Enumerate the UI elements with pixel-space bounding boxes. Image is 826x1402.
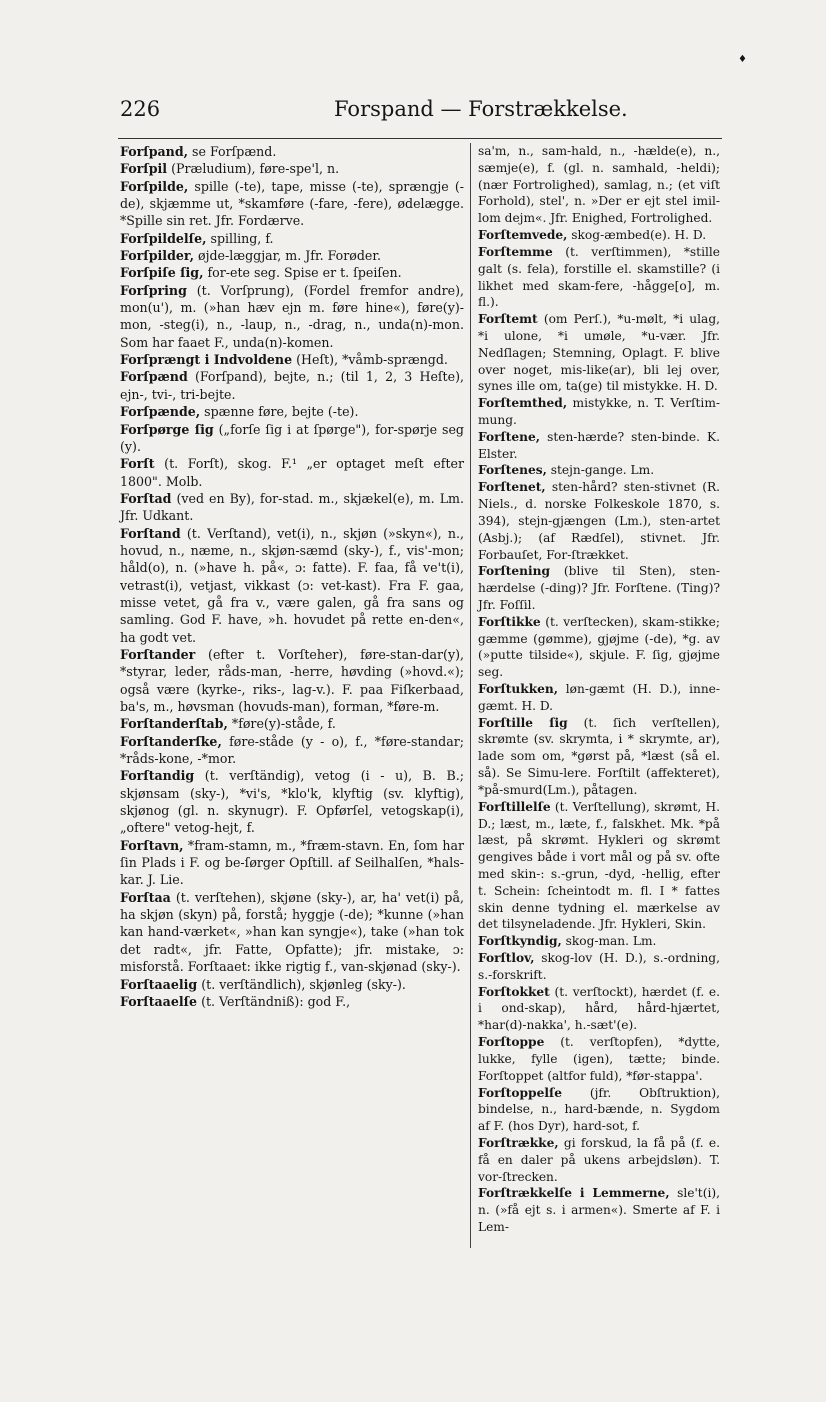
entry-definition: øjde-læggjar, m. Jfr. Forøder. <box>194 248 381 264</box>
entry-headword: Forſpilder, <box>120 248 194 264</box>
dictionary-entry <box>120 143 464 160</box>
entry-headword: Forſpænde, <box>120 404 201 420</box>
dictionary-entry <box>478 311 720 395</box>
entry-definition: (Præludium), føre-spe'l, n. <box>167 161 340 177</box>
dictionary-entry <box>478 244 720 311</box>
entry-definition: løn-gæmt (H. D.), inne-gæmt. H. D. <box>478 682 720 713</box>
entry-definition: gi forskud, la få på (f. e. få en daler på ukens arbejdsløn). T. vor-ſtrecken. <box>478 1135 720 1184</box>
entry-headword: Forſtoppe <box>478 1035 545 1050</box>
entry-headword: Forſtening <box>478 564 551 579</box>
entry-definition: *føre(y)-ståde, f. <box>227 716 336 732</box>
entry-headword: Forſpænd <box>120 369 188 385</box>
entry-headword: Forſtenes, <box>478 463 547 478</box>
right-column <box>478 143 720 1236</box>
entry-definition: spænne føre, bejte (-te). <box>200 404 359 420</box>
entry-definition: spille (-te), tape, misse (-te), sprængje (-de), skjæmme ut, *skamføre (-fare, -fere), ødelægge. *Spille sin ret. Jfr. Fordærve. <box>120 178 464 229</box>
entry-headword: Forſtaaelig <box>120 976 198 992</box>
left-column <box>120 143 464 1010</box>
dictionary-entry <box>478 1085 720 1135</box>
entry-definition: (efter t. Vorſteher), føre-stan-dar(y), *styrar, leder, råds-man, -herre, høvding (»hovd.«); også være (kyrke-, riks-, lag-v.). F. paa Fiſkerbaad, ba's, m., høvsman (hovuds-man), forman, *føre-m. <box>120 646 464 714</box>
dictionary-entry <box>120 767 464 836</box>
dictionary-entry <box>478 1135 720 1185</box>
entry-headword: Forſprængt i Indvoldene <box>120 352 293 368</box>
entry-headword: Forſtkyndig, <box>478 934 562 949</box>
entry-headword: Forſtukken, <box>478 682 559 696</box>
dictionary-entry <box>478 563 720 613</box>
entry-definition: (t. Verſtand), vet(i), n., skjøn (»skyn«), n., hovud, n., næme, n., skjøn-sæmd (sky-), f., vis'-mon; håld(o), n. (»have h. på«, ɔ: fatte). F. faa, få ve't(i), vetrast(i), vetjast, vikkast (ɔ: vet-kast). Fra F. gaa, misse vetet, gå fra v., være galen, gå fra sans og samling. God F. have, »h. hovudet på rette en-den«, ha godt vet. <box>120 525 464 645</box>
entry-headword: Forſtandig <box>120 768 195 784</box>
entry-headword: Forſtemvede, <box>478 228 568 243</box>
entry-definition: stejn-gange. Lm. <box>546 463 655 478</box>
entry-headword: Forſtander <box>120 646 196 662</box>
dictionary-entry <box>478 227 720 244</box>
dictionary-entry <box>120 490 464 525</box>
corner-mark: ♦ <box>738 54 747 65</box>
entry-headword: Forſtoppelſe <box>478 1085 562 1100</box>
entry-definition: spilling, f. <box>206 230 274 246</box>
entry-headword: Forſpand, <box>120 144 189 159</box>
dictionary-entry <box>120 160 464 177</box>
dictionary-entry <box>478 479 720 563</box>
page-title: Forspand — Forstrækkelse. <box>334 97 628 121</box>
entry-definition: (jfr. Obſtruktion), bindelse, n., hard-bænde, n. Sygdom af F. (hos Dyr), hard-sot, f. <box>478 1085 720 1134</box>
entry-definition: sten-hærde? sten-binde. K. Elster. <box>478 429 720 461</box>
dictionary-entry <box>478 984 720 1034</box>
entry-headword: Forſpildelſe, <box>120 230 207 246</box>
dictionary-entry <box>120 525 464 646</box>
entry-definition: (blive til Sten), sten-hærdelse (-ding)? Jfr. Forſtene. (Ting)? Jfr. Foſſil. <box>478 564 720 612</box>
dictionary-entry <box>478 950 720 984</box>
entry-headword: Forſpring <box>120 282 187 298</box>
dictionary-entry <box>120 733 464 768</box>
entry-definition: (t. verſtimmen), *stille galt (s. fela), forstille el. skamstille? (i likhet med skam-fere, -hågge[o], m. fl.). <box>478 244 720 310</box>
dictionary-entry <box>478 462 720 479</box>
dictionary-entry <box>120 455 464 490</box>
entry-definition: (t. verſtecken), skam-stikke; gæmme (gømme), gjøjme (-de), *g. av (»putte tilside«), skjule. F. ſig, gjøjme seg. <box>478 614 720 680</box>
column-divider <box>470 143 471 1248</box>
dictionary-entry <box>120 646 464 715</box>
entry-headword: Forſtokket <box>478 984 550 999</box>
dictionary-entry <box>478 143 720 227</box>
entry-definition: (t. Forſt), skog. F.¹ „er optaget meſt efter 1800". Molb. <box>120 456 464 489</box>
dictionary-entry <box>120 230 464 247</box>
entry-definition: (Heſt), *våmb-sprængd. <box>292 352 448 368</box>
page-number: 226 <box>120 97 161 121</box>
entry-headword: Forſtad <box>120 490 172 506</box>
entry-headword: Forſpilde, <box>120 178 189 194</box>
entry-definition: se Forſpænd. <box>188 144 277 159</box>
entry-headword: Forſtikke <box>478 614 541 629</box>
header-rule <box>118 138 722 139</box>
entry-definition: skog-lov (H. D.), s.-ordning, s.-forskrift. <box>478 951 720 982</box>
entry-headword: Forſtaaelſe <box>120 993 198 1009</box>
entry-definition: (om Perſ.), *u-mølt, *i ulag, *i ulone, *i umøle, *u-vær. Jfr. Nedſlagen; Stemning, Oplagt. F. blive over noget, mis-like(ar), bli lej over, synes ille om, ta(ge) til mistykke. H. D. <box>478 312 720 394</box>
entry-definition: mistykke, n. T. Verſtim-mung. <box>478 396 720 427</box>
dictionary-entry <box>478 933 720 950</box>
entry-definition: (Forſpand), bejte, n.; (til 1, 2, 3 Heſte), ejn-, tvi-, tri-bejte. <box>120 369 464 402</box>
entry-headword: Forſtillelſe <box>478 799 551 814</box>
dictionary-entry <box>120 715 464 732</box>
entry-definition: (t. verſtändlich), skjønleg (sky-). <box>197 976 406 992</box>
entry-definition: *fram-stamn, m., *fræm-stavn. En, ſom har ſin Plads i F. og be-ſørger Opſtill. af Seilhalſen, *hals-kar. J. Lie. <box>120 837 464 888</box>
entry-headword: Forſpørge ſig <box>120 421 214 437</box>
dictionary-entry <box>120 264 464 281</box>
entry-headword: Forſtemt <box>478 312 538 327</box>
entry-definition: sle't(i), n. (»få ejt s. i armen«). Smerte af F. i Lem- <box>478 1186 720 1234</box>
dictionary-entry <box>120 837 464 889</box>
dictionary-entry <box>120 976 464 993</box>
entry-definition: (t. verſtopfen), *dytte, lukke, fylle (igen), tætte; binde. Forſtoppet (altfor fuld), *før-stappa'. <box>478 1035 720 1083</box>
entry-definition: skog-man. Lm. <box>561 934 657 949</box>
dictionary-entry <box>478 395 720 429</box>
entry-headword: Forſtlov, <box>478 951 535 965</box>
entry-headword: Forſtille ſig <box>478 715 568 730</box>
page-header <box>120 97 720 127</box>
entry-headword: Forſtene, <box>478 429 541 444</box>
dictionary-entry <box>120 993 464 1010</box>
entry-headword: Forſtrække, <box>478 1135 559 1150</box>
dictionary-entry <box>478 1185 720 1235</box>
dictionary-entry <box>478 681 720 715</box>
entry-definition: (t. Verſtändniß): god F., <box>197 993 351 1009</box>
dictionary-entry <box>478 799 720 934</box>
entry-definition: føre-ståde (y - o), f., *føre-standar; *råds-kone, -*mor. <box>120 733 464 767</box>
entry-headword: Forſpil <box>120 161 168 177</box>
entry-definition: skog-æmbed(e). H. D. <box>567 228 707 243</box>
entry-headword: Forſtenet, <box>478 480 546 495</box>
entry-definition: (t. verſtändig), vetog (i - u), B. B.; skjønsam (sky-), *vi's, *klo'k, klyftig (sv. klyftig), skjønog (gl. n. skynugr). F. Opførſel, vetogskap(i), „oftere" vetog-hejt, f. <box>120 768 464 836</box>
entry-definition: for-ete seg. Spise er t. ſpeiſen. <box>203 265 402 281</box>
dictionary-entry <box>478 715 720 799</box>
dictionary-entry <box>120 178 464 230</box>
dictionary-entry <box>120 403 464 420</box>
entry-headword: Forſtavn, <box>120 837 184 853</box>
entry-headword: Forſtemthed, <box>478 396 568 411</box>
entry-headword: Forſtemme <box>478 244 553 259</box>
dictionary-entry <box>478 1034 720 1084</box>
dictionary-entry <box>120 247 464 264</box>
entry-definition: sa'm, n., sam-hald, n., -hælde(e), n., sæmje(e), f. (gl. n. samhald, -heldi); (nær Fortrolighed), samlag, n.; (et viſt Forhold), stel', n. »Der er ejt stel imil-lom dejm«. Jfr. Enighed, Fortrolighed. <box>478 144 720 226</box>
entry-headword: Forſtand <box>120 525 181 541</box>
entry-definition: sten-hård? sten-stivnet (R. Niels., d. norske Folkeskole 1870, s. 394), stejn-gjængen (Lm.), sten-artet (Asbj.); (af Rædſel), stivnet. Jfr. Forbauſet, For-ſtrækket. <box>478 480 720 562</box>
entry-headword: Forſtaa <box>120 889 171 905</box>
entry-headword: Forſt <box>120 456 155 472</box>
entry-definition: (t. Vorſprung), (Fordel fremfor andre), mon(u'), m. (»han hæv ejn m. føre hine«), føre(y)-mon, -steg(i), n., -laup, n., -drag, n., unda(n)-mon. Som har faaet F., unda(n)-komen. <box>120 282 464 350</box>
entry-definition: (t. Verſtellung), skrømt, H. D.; læst, m., læte, f., falskhet. Mk. *på læst, på skrømt. Hykleri og skrømt gengives både i vort mål og på sv. ofte med skin-: s.-grun, -dyd, -hellig, efter t. Schein: ſcheintodt m. fl. I * fattes skin denne tydning el. mærkelse av det tilsyneladende. Jfr. Hykleri, Skin. <box>478 799 720 932</box>
entry-headword: Forſpiſe ſig, <box>120 265 204 281</box>
dictionary-entry <box>120 368 464 403</box>
dictionary-entry <box>478 429 720 463</box>
entry-headword: Forſtanderſtab, <box>120 716 228 732</box>
dictionary-entry <box>120 889 464 976</box>
entry-headword: Forſtrækkelſe i Lemmerne, <box>478 1186 670 1201</box>
dictionary-entry <box>478 614 720 681</box>
dictionary-entry <box>120 351 464 368</box>
entry-definition: (t. verſtockt), hærdet (f. e. i ond-skap), hård, hård-hjærtet, *har(d)-nakka', h.-sæt'(e). <box>478 984 720 1033</box>
entry-definition: (ved en By), for-stad. m., skjækel(e), m. Lm. Jfr. Udkant. <box>120 490 464 524</box>
dictionary-entry <box>120 421 464 456</box>
entry-definition: (t. ſich verſtellen), skrømte (sv. skrymta, i * skrymte, ar), lade som om, *gørst på, *læst (så el. så). Se Simu-lere. Forſtilt (affekteret), *på-smurd(Lm.), påtagen. <box>478 715 720 797</box>
entry-definition: („forſe ſig i at ſpørge"), for-spørje seg (y). <box>120 421 464 454</box>
entry-headword: Forſtanderſke, <box>120 733 222 749</box>
dictionary-entry <box>120 282 464 351</box>
entry-definition: (t. verſtehen), skjøne (sky-), ar, ha' vet(i) på, ha skjøn (skyn) på, forstå; hyggje (-de); *kunne (»han kan hand-værket«, »han kan syngje«), take (»han tok det radt«, jfr. Fatte, Opfatte); jfr. mistake, ɔ: misforstå. Forſtaaet: ikke rigtig f., van-skjønad (sky-). <box>120 889 464 975</box>
